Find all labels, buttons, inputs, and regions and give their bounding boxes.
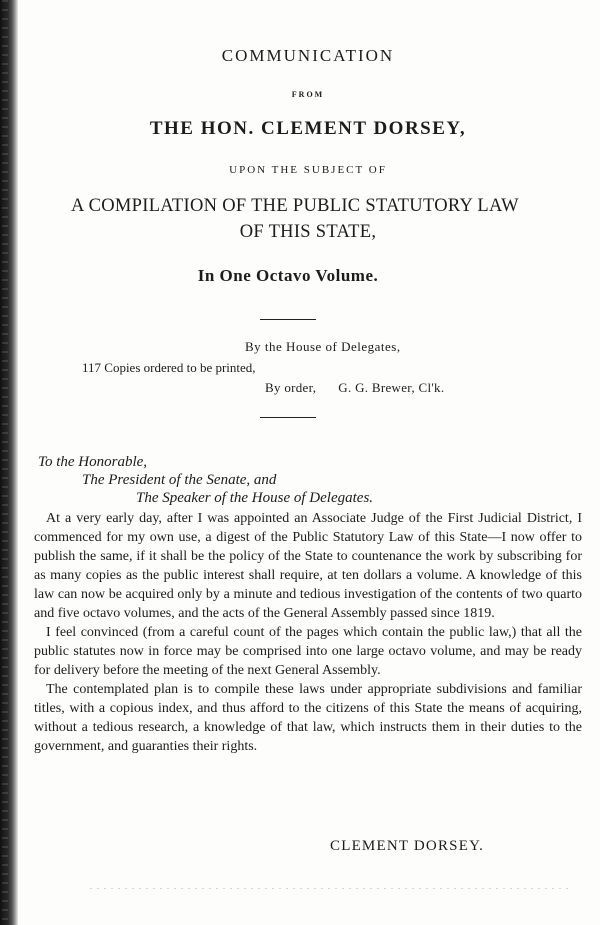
paragraph: At a very early day, after I was appointed an Associate Judge of the First Judicial District, I commenced for my own use, a digest of the Public Statutory Law of this State—I now offer to publish the same, if it shall be the policy of the State to countenance the work by subscribing for as many copies as the public interest shall require, at ten dollars a volume. A knowledge of this law can now be acquired only by a minute and tedious investigation of the contents of two quarto and five octavo volumes, and the acts of the General Assembly passed since 1819. [34,511,582,621]
address-line1: To the Honorable, [38,454,148,470]
scan-noise [90,888,570,889]
address-line3: The Speaker of the House of Delegates. [136,490,374,506]
upon-subject-label: UPON THE SUBJECT OF [229,164,387,176]
signature: CLEMENT DORSEY. [330,838,485,854]
imprint-clerk: G. G. Brewer, Cl'k. [338,380,445,395]
imprint-by: By the House of Delegates, [245,339,401,354]
paragraph: I feel convinced (from a careful count of the pages which contain the public law,) that all the public statutes now in force may be comprised into one large octavo volume, and may be ready for delivery before the meeting of the next General Assembly. [34,625,582,678]
imprint-copies: 117 Copies ordered to be printed, [82,360,256,375]
author-heading: THE HON. CLEMENT DORSEY, [149,118,467,139]
imprint-order-label: By order, [265,380,317,395]
paragraph: The contemplated plan is to compile these laws under appropriate subdivisions and familiar titles, with a copious index, and thus afford to the citizens of this State the means of acquiring, without a tedious research, a knowledge of that law, which instructs them in their duties to the government, and guaranties their rights. [34,682,582,754]
scan-binding-edge [0,0,18,925]
subject-heading-line2: OF THIS STATE, [239,222,377,242]
from-label: FROM [291,90,325,99]
document-page [30,0,586,925]
letter-body [34,509,582,756]
document-title: COMMUNICATION [221,46,395,65]
divider-top [260,319,316,320]
divider-bottom [260,417,316,418]
address-line2: The President of the Senate, and [82,472,277,488]
subject-heading-line1: A COMPILATION OF THE PUBLIC STATUTORY LAW [71,196,519,216]
volume-heading: In One Octavo Volume. [197,266,379,285]
imprint-order [265,380,444,396]
